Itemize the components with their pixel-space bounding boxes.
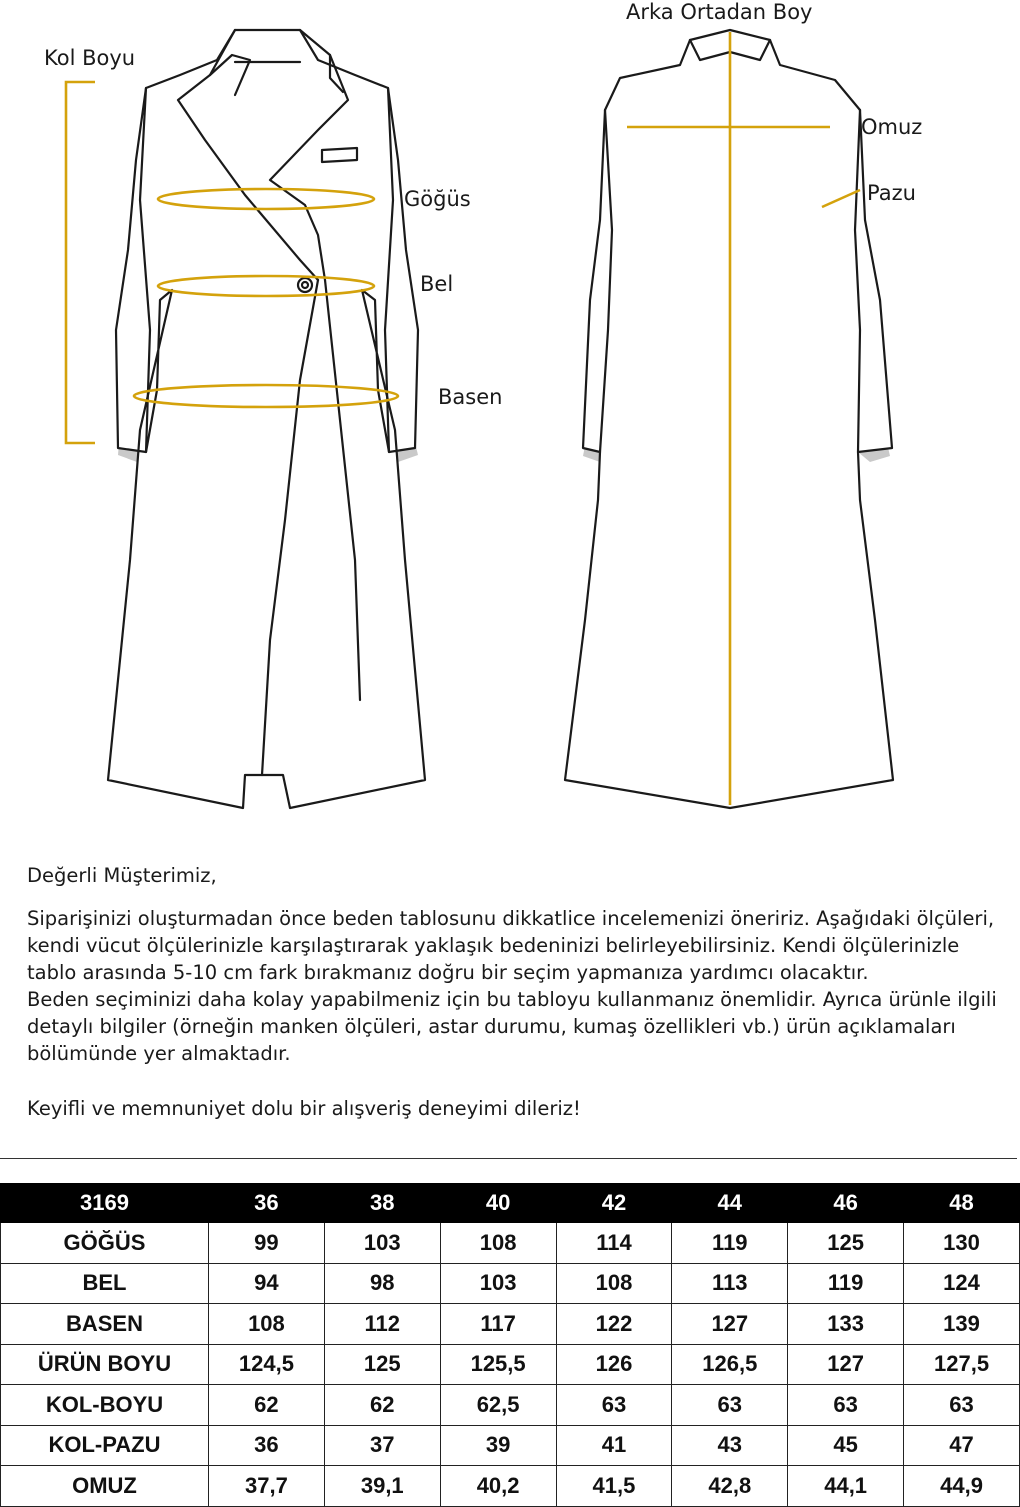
measurement-value-cell: 126,5 [672,1344,788,1385]
measurement-value-cell: 119 [788,1263,904,1304]
measurement-value-cell: 44,9 [904,1466,1020,1507]
measurement-name-cell: ÜRÜN BOYU [1,1344,209,1385]
measurement-value-cell: 103 [440,1263,556,1304]
coat-front-drawing [108,30,425,808]
measurement-name-cell: KOL-BOYU [1,1385,209,1426]
table-row [1,1263,1020,1304]
measurement-value-cell: 63 [672,1385,788,1426]
measurement-value-cell: 127 [672,1304,788,1345]
gogus-label: Göğüs [404,187,471,211]
measurement-value-cell: 117 [440,1304,556,1345]
measurement-value-cell: 40,2 [440,1466,556,1507]
measurement-value-cell: 62 [209,1385,325,1426]
measurement-value-cell: 125 [788,1223,904,1264]
table-row [1,1223,1020,1264]
size-header-cell: 46 [788,1184,904,1223]
measurement-value-cell: 63 [556,1385,672,1426]
measurement-value-cell: 124 [904,1263,1020,1304]
measurement-value-cell: 130 [904,1223,1020,1264]
measurement-value-cell: 63 [904,1385,1020,1426]
table-row [1,1304,1020,1345]
measurement-value-cell: 125 [324,1344,440,1385]
measurement-value-cell: 114 [556,1223,672,1264]
measurement-value-cell: 139 [904,1304,1020,1345]
measurement-value-cell: 108 [556,1263,672,1304]
measurement-value-cell: 127,5 [904,1344,1020,1385]
divider [0,1158,1017,1159]
measurement-value-cell: 37,7 [209,1466,325,1507]
measurement-value-cell: 122 [556,1304,672,1345]
measurement-value-cell: 98 [324,1263,440,1304]
measurement-value-cell: 108 [440,1223,556,1264]
omuz-label: Omuz [861,115,923,139]
measurement-value-cell: 124,5 [209,1344,325,1385]
basen-label: Basen [438,385,503,409]
measurement-value-cell: 45 [788,1425,904,1466]
product-code-cell: 3169 [1,1184,209,1223]
measurement-value-cell: 133 [788,1304,904,1345]
kol-boyu-label: Kol Boyu [44,46,136,70]
measurement-value-cell: 43 [672,1425,788,1466]
note-paragraph-1: Siparişinizi oluşturmadan önce beden tablosunu dikkatlice incelemenizi öneririz. Aşağıdaki ölçüleri, kendi vücut ölçülerinizle karşılaştırarak yaklaşık bedeninizi belirleyebilirsiniz. Kendi ölçülerinizle tablo arasında 5-10 cm fark bırakmanız doğru bir seçim yapmanıza yardımcı olacaktır. [27,907,995,984]
size-header-cell: 36 [209,1184,325,1223]
measurement-value-cell: 62,5 [440,1385,556,1426]
customer-note [27,862,997,1122]
note-paragraph-2: Beden seçiminizi daha kolay yapabilmeniz için bu tabloyu kullanmanız önemlidir. Ayrıca ürünle ilgili detaylı bilgiler (örneğin manken ölçüleri, astar durumu, kumaş özellikleri vb.) ürün açıklamaları bölümünde yer almaktadır. [27,988,997,1065]
measurement-name-cell: BEL [1,1263,209,1304]
measurement-value-cell: 42,8 [672,1466,788,1507]
note-closing: Keyifli ve memnuniyet dolu bir alışveriş deneyimi dileriz! [27,1097,581,1120]
measurement-value-cell: 112 [324,1304,440,1345]
size-header-cell: 44 [672,1184,788,1223]
table-row [1,1385,1020,1426]
size-chart-table [0,1183,1020,1507]
measurement-value-cell: 47 [904,1425,1020,1466]
table-row [1,1344,1020,1385]
measurement-value-cell: 44,1 [788,1466,904,1507]
note-greeting: Değerli Müşterimiz, [27,864,217,887]
measurement-value-cell: 39,1 [324,1466,440,1507]
measurement-value-cell: 63 [788,1385,904,1426]
measurement-value-cell: 108 [209,1304,325,1345]
measurement-value-cell: 39 [440,1425,556,1466]
size-header-cell: 42 [556,1184,672,1223]
measurement-value-cell: 119 [672,1223,788,1264]
measurement-value-cell: 62 [324,1385,440,1426]
measurement-value-cell: 103 [324,1223,440,1264]
measurement-value-cell: 127 [788,1344,904,1385]
measurement-name-cell: KOL-PAZU [1,1425,209,1466]
measurement-value-cell: 126 [556,1344,672,1385]
pazu-label: Pazu [867,181,916,205]
size-header-cell: 38 [324,1184,440,1223]
kol-boyu-marker [66,82,95,443]
size-header-cell: 48 [904,1184,1020,1223]
measurement-value-cell: 125,5 [440,1344,556,1385]
size-header-row [1,1184,1020,1223]
measurement-name-cell: OMUZ [1,1466,209,1507]
measurement-value-cell: 113 [672,1263,788,1304]
size-header-cell: 40 [440,1184,556,1223]
measurement-name-cell: BASEN [1,1304,209,1345]
measurement-value-cell: 36 [209,1425,325,1466]
table-row [1,1425,1020,1466]
measurement-value-cell: 41 [556,1425,672,1466]
measurement-value-cell: 37 [324,1425,440,1466]
measurement-value-cell: 99 [209,1223,325,1264]
measurement-name-cell: GÖĞÜS [1,1223,209,1264]
bel-label: Bel [420,272,454,296]
measurement-value-cell: 94 [209,1263,325,1304]
arka-ortadan-boy-label: Arka Ortadan Boy [626,0,813,24]
measurement-value-cell: 41,5 [556,1466,672,1507]
